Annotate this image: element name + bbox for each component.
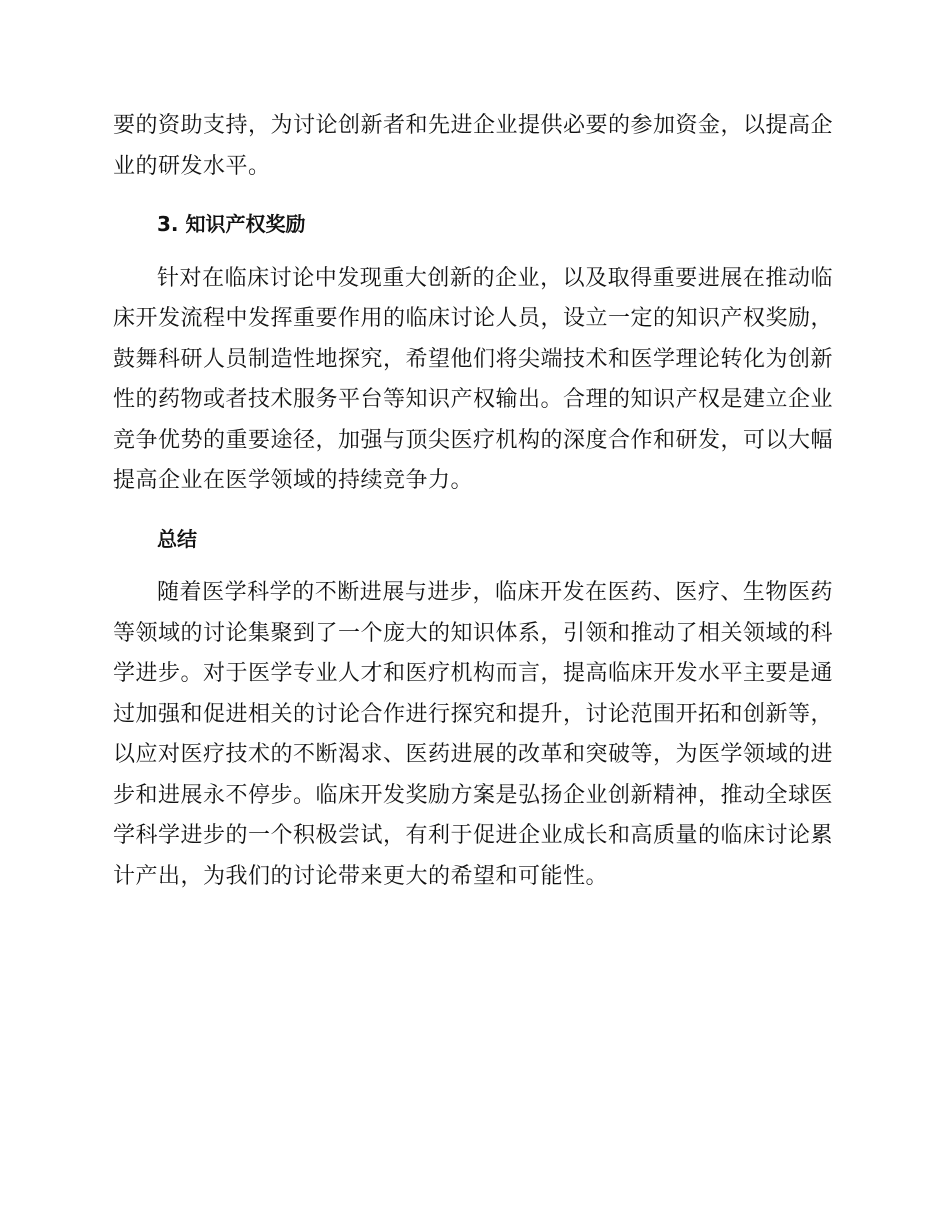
document-page xyxy=(113,106,833,897)
summary-heading: 总结 xyxy=(157,526,197,551)
intro-paragraph: 要的资助支持，为讨论创新者和先进企业提供必要的参加资金，以提高企业的研发水平。 xyxy=(113,113,834,179)
spacer xyxy=(113,559,833,573)
section-3-heading: 3. 知识产权奖励 xyxy=(157,212,306,236)
spacer xyxy=(113,187,833,204)
summary-paragraph: 随着医学科学的不断进展与进步，临床开发在医药、医疗、生物医药等领域的讨论集聚到了一个庞大的知识体系，引领和推动了相关领域的科学进步。对于医学专业人才和医疗机构而言，提高临床开发水平主要是通过加强和促进相关的讨论合作进行探究和提升，讨论范围开拓和创新等，以应对医疗技术的不断渴求、医药进展的改革和突破等，为医学领域的进步和进展永不停步。临床开发奖励方案是弘扬企业创新精神，推动全球医学科学进步的一个积极尝试，有利于促进企业成长和高质量的临床讨论累计产出，为我们的讨论带来更大的希望和可能性。 xyxy=(113,580,834,889)
section-3-paragraph: 针对在临床讨论中发现重大创新的企业，以及取得重要进展在推动临床开发流程中发挥重要作用的临床讨论人员，设立一定的知识产权奖励，鼓舞科研人员制造性地探究，希望他们将尖端技术和医学理论转化为创新性的药物或者技术服务平台等知识产权输出。合理的知识产权是建立企业竞争优势的重要途径，加强与顶尖医疗机构的深度合作和研发，可以大幅提高企业在医学领域的持续竞争力。 xyxy=(113,265,834,493)
spacer xyxy=(113,502,833,519)
spacer xyxy=(113,245,833,259)
